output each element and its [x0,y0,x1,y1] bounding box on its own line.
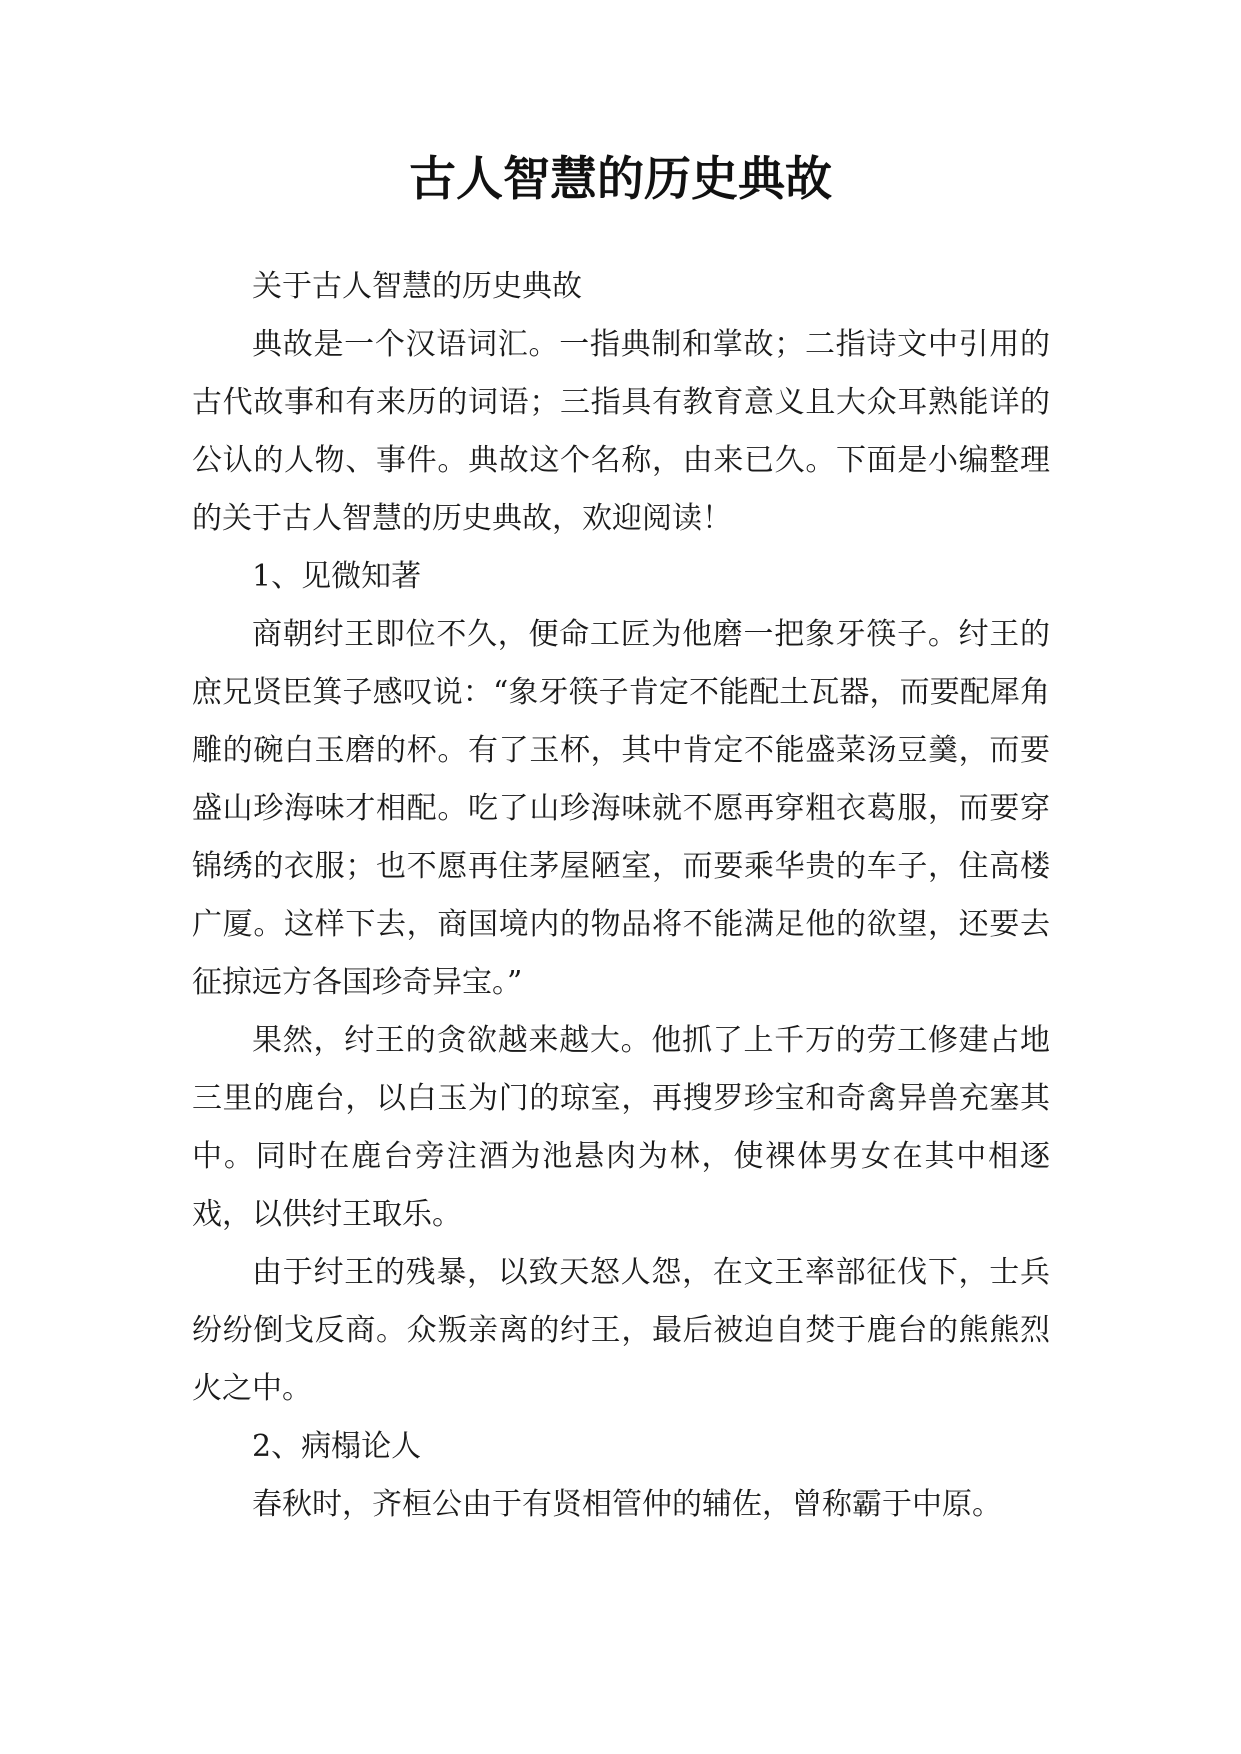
document-title: 古人智慧的历史典故 [409,152,832,207]
paragraph: 商朝纣王即位不久，便命工匠为他磨一把象牙筷子。纣王的庶兄贤臣箕子感叹说：“象牙筷子肯定不能配土瓦器，而要配犀角雕的碗白玉磨的杯。有了玉杯，其中肯定不能盛菜汤豆羹，而要盛山珍海味才相配。吃了山珍海味就不愿再穿粗衣葛服，而要穿锦绣的衣服；也不愿再住茅屋陋室，而要乘华贵的车子，住高楼广厦。这样下去，商国境内的物品将不能满足他的欲望，还要去征掠远方各国珍奇异宝。” [192,617,1050,1000]
paragraph: 由于纣王的残暴，以致天怒人怨，在文王率部征伐下，士兵纷纷倒戈反商。众叛亲离的纣王，最后被迫自焚于鹿台的熊熊烈火之中。 [192,1255,1050,1406]
paragraph: 果然，纣王的贪欲越来越大。他抓了上千万的劳工修建占地三里的鹿台，以白玉为门的琼室，再搜罗珍宝和奇禽异兽充塞其中。同时在鹿台旁注酒为池悬肉为林，使裸体男女在其中相逐戏，以供纣王取乐。 [192,1023,1050,1232]
paragraph-subtitle: 关于古人智慧的历史典故 [252,269,582,304]
section-heading-1: 1、见微知著 [252,559,422,594]
paragraph-intro: 典故是一个汉语词汇。一指典制和掌故；二指诗文中引用的古代故事和有来历的词语；三指具有教育意义且大众耳熟能详的公认的人物、事件。典故这个名称，由来已久。下面是小编整理的关于古人智慧的历史典故，欢迎阅读！ [192,327,1050,536]
document-body [192,258,1050,1534]
paragraph: 春秋时，齐桓公由于有贤相管仲的辅佐，曾称霸于中原。 [252,1487,1002,1522]
section-heading-2: 2、病榻论人 [252,1429,422,1464]
